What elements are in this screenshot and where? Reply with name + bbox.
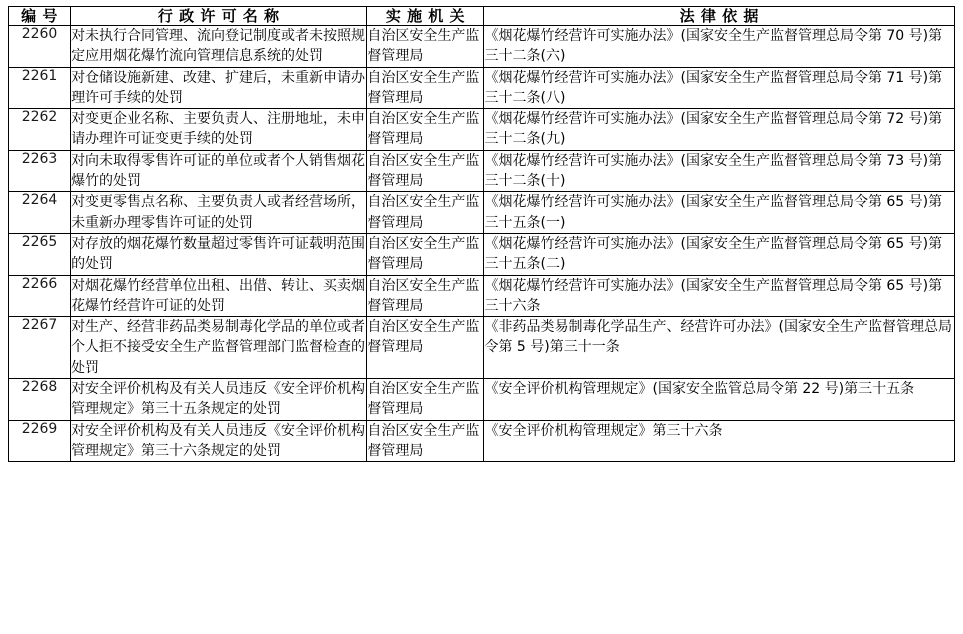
cell-license-name: 对变更零售点名称、主要负责人或者经营场所，未重新办理零售许可证的处罚 [71,192,367,234]
table-row [9,67,955,109]
cell-legal-basis: 《烟花爆竹经营许可实施办法》(国家安全生产监督管理总局令第 65 号)第三十六条 [484,275,955,317]
cell-license-name: 对烟花爆竹经营单位出租、出借、转让、买卖烟花爆竹经营许可证的处罚 [71,275,367,317]
table-row [9,420,955,462]
cell-license-name: 对向未取得零售许可证的单位或者个人销售烟花爆竹的处罚 [71,150,367,192]
cell-license-name: 对存放的烟花爆竹数量超过零售许可证载明范围的处罚 [71,233,367,275]
column-header-name: 行 政 许 可 名 称 [71,7,367,26]
cell-legal-basis: 《烟花爆竹经营许可实施办法》(国家安全生产监督管理总局令第 72 号)第三十二条(九) [484,109,955,151]
cell-implementing-agency: 自治区安全生产监督管理局 [367,420,484,462]
cell-license-name: 对安全评价机构及有关人员违反《安全评价机构管理规定》第三十六条规定的处罚 [71,420,367,462]
table-row [9,26,955,68]
cell-implementing-agency: 自治区安全生产监督管理局 [367,109,484,151]
table-header-row [9,7,955,26]
cell-id: 2264 [9,192,71,234]
cell-legal-basis: 《烟花爆竹经营许可实施办法》(国家安全生产监督管理总局令第 65 号)第三十五条(二) [484,233,955,275]
cell-implementing-agency: 自治区安全生产监督管理局 [367,379,484,421]
table-body [9,26,955,462]
table-row [9,317,955,379]
cell-license-name: 对未执行合同管理、流向登记制度或者未按照规定应用烟花爆竹流向管理信息系统的处罚 [71,26,367,68]
cell-implementing-agency: 自治区安全生产监督管理局 [367,275,484,317]
table-row [9,192,955,234]
administrative-license-table [8,6,955,462]
column-header-id: 编 号 [9,7,71,26]
table-row [9,109,955,151]
cell-license-name: 对安全评价机构及有关人员违反《安全评价机构管理规定》第三十五条规定的处罚 [71,379,367,421]
cell-legal-basis: 《烟花爆竹经营许可实施办法》(国家安全生产监督管理总局令第 73 号)第三十二条(十) [484,150,955,192]
cell-legal-basis: 《非药品类易制毒化学品生产、经营许可办法》(国家安全生产监督管理总局令第 5 号)第三十一条 [484,317,955,379]
cell-legal-basis: 《烟花爆竹经营许可实施办法》(国家安全生产监督管理总局令第 65 号)第三十五条(一) [484,192,955,234]
cell-id: 2261 [9,67,71,109]
cell-id: 2268 [9,379,71,421]
cell-id: 2265 [9,233,71,275]
cell-implementing-agency: 自治区安全生产监督管理局 [367,26,484,68]
table-row [9,233,955,275]
cell-license-name: 对仓储设施新建、改建、扩建后，未重新申请办理许可手续的处罚 [71,67,367,109]
cell-legal-basis: 《安全评价机构管理规定》第三十六条 [484,420,955,462]
cell-id: 2266 [9,275,71,317]
cell-implementing-agency: 自治区安全生产监督管理局 [367,317,484,379]
column-header-org: 实 施 机 关 [367,7,484,26]
cell-license-name: 对变更企业名称、主要负责人、注册地址，未申请办理许可证变更手续的处罚 [71,109,367,151]
column-header-law: 法 律 依 据 [484,7,955,26]
cell-legal-basis: 《烟花爆竹经营许可实施办法》(国家安全生产监督管理总局令第 70 号)第三十二条(六) [484,26,955,68]
cell-id: 2260 [9,26,71,68]
cell-implementing-agency: 自治区安全生产监督管理局 [367,150,484,192]
cell-id: 2269 [9,420,71,462]
table-row [9,275,955,317]
cell-id: 2267 [9,317,71,379]
cell-id: 2262 [9,109,71,151]
cell-implementing-agency: 自治区安全生产监督管理局 [367,192,484,234]
cell-id: 2263 [9,150,71,192]
cell-implementing-agency: 自治区安全生产监督管理局 [367,233,484,275]
cell-legal-basis: 《安全评价机构管理规定》(国家安全监管总局令第 22 号)第三十五条 [484,379,955,421]
cell-license-name: 对生产、经营非药品类易制毒化学品的单位或者个人拒不接受安全生产监督管理部门监督检查的处罚 [71,317,367,379]
table-row [9,379,955,421]
cell-legal-basis: 《烟花爆竹经营许可实施办法》(国家安全生产监督管理总局令第 71 号)第三十二条(八) [484,67,955,109]
cell-implementing-agency: 自治区安全生产监督管理局 [367,67,484,109]
table-header [9,7,955,26]
table-row [9,150,955,192]
